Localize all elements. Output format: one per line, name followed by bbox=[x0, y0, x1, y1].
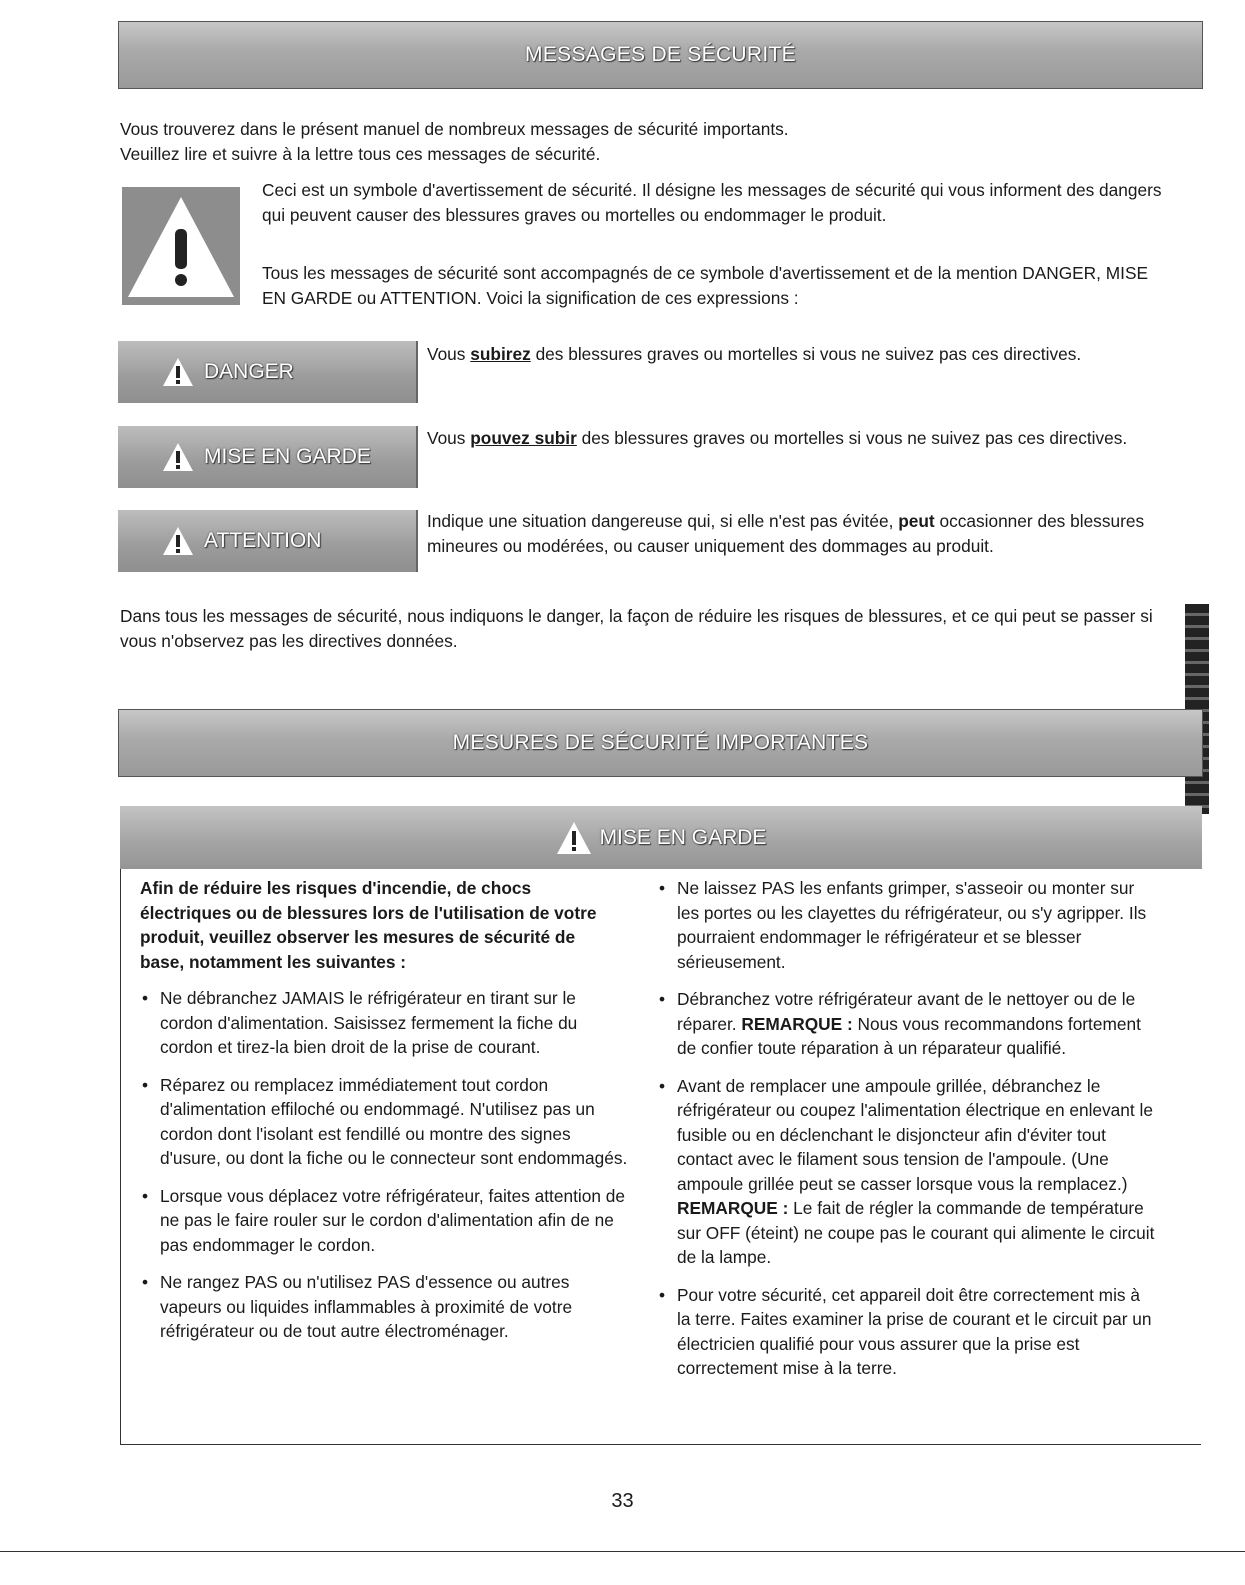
warning-box-lead: Afin de réduire les risques d'incendie, de chocs électriques ou de blessures lors de l'utilisation de votre produit, veuillez observer les mesures de sécurité de base, notamment les suivantes : bbox=[140, 878, 597, 972]
warning-box-title: MISE EN GARDE bbox=[599, 825, 767, 849]
warning-triangle-icon bbox=[162, 442, 194, 472]
list-item bbox=[140, 1184, 630, 1258]
list-item bbox=[657, 876, 1157, 974]
warning-box-header bbox=[120, 806, 1202, 869]
list-item-text: Lorsque vous déplacez votre réfrigérateur, faites attention de ne pas le faire rouler sur le cordon d'alimentation afin de ne pas endommager le cordon. bbox=[160, 1185, 625, 1255]
warning-definition bbox=[427, 426, 1167, 451]
bullet: • bbox=[142, 1272, 149, 1292]
list-item-text: Ne débranchez JAMAIS le réfrigérateur en tirant sur le cordon d'alimentation. Saisissez fermement la fiche du cordon et tirez-la bien droit de la prise de courant. bbox=[160, 988, 578, 1057]
warning-text-post: des blessures graves ou mortelles si vous ne suivez pas ces directives. bbox=[576, 428, 1128, 448]
warning-emphasis: pouvez subir bbox=[470, 428, 577, 448]
safety-alert-symbol bbox=[122, 187, 240, 305]
warning-box-left-column bbox=[140, 876, 630, 1357]
bullet: • bbox=[142, 1074, 149, 1095]
banner-title: MESURES DE SÉCURITÉ IMPORTANTES bbox=[452, 731, 869, 754]
danger-label bbox=[118, 341, 418, 403]
caution-text-pre: Indique une situation dangereuse qui, si elle n'est pas évitée, bbox=[427, 511, 899, 531]
caution-label bbox=[118, 510, 418, 572]
list-item bbox=[140, 1073, 630, 1171]
list-item bbox=[657, 987, 1157, 1061]
bullet: • bbox=[659, 989, 666, 1009]
list-item-text: Avant de remplacer une ampoule grillée, débranchez le réfrigérateur ou coupez l'alimentation électrique en enlevant le fusible ou en déclenchant le disjoncteur afin d'éviter tout contact avec le filament sous tension de l'ampoule. (Une ampoule grillée peut se casser lorsque vous la remplacez.) bbox=[677, 1075, 1153, 1194]
list-item bbox=[657, 1283, 1157, 1381]
banner-messages-securite bbox=[118, 21, 1203, 89]
bullet: • bbox=[659, 1075, 666, 1096]
bullet: • bbox=[659, 1284, 666, 1305]
banner-mesures-importantes bbox=[118, 709, 1203, 777]
bullet: • bbox=[659, 878, 666, 898]
warning-text-pre: Vous bbox=[427, 428, 471, 448]
remarque-label: REMARQUE : bbox=[741, 1013, 853, 1034]
danger-definition bbox=[427, 342, 1167, 367]
warning-triangle-icon bbox=[162, 357, 194, 387]
warning-triangle-icon bbox=[556, 821, 592, 855]
danger-title: DANGER bbox=[204, 360, 294, 383]
danger-text-post: des blessures graves ou mortelles si vous ne suivez pas ces directives. bbox=[530, 344, 1082, 364]
list-item bbox=[140, 986, 630, 1060]
caution-text-post: occasionner des blessures mineures ou modérées, ou causer uniquement des dommages au produit. bbox=[427, 511, 1145, 556]
list-item-text: Débranchez votre réfrigérateur avant de le nettoyer ou de le réparer. bbox=[677, 989, 1136, 1034]
danger-text-pre: Vous bbox=[427, 344, 471, 364]
bullet: • bbox=[142, 1185, 149, 1206]
bullet: • bbox=[142, 988, 149, 1008]
list-item-text: Le fait de régler la commande de température sur OFF (éteint) ne coupe pas le courant qui alimente le circuit de la lampe. bbox=[677, 1198, 1155, 1267]
warning-box-right-column bbox=[657, 876, 1157, 1394]
warning-label bbox=[118, 426, 418, 488]
list-item-text: Ne laissez PAS les enfants grimper, s'asseoir ou monter sur les portes ou les clayettes du réfrigérateur, ou s'y agripper. Ils pourraient endommager le réfrigérateur et se blesser sérieusement. bbox=[677, 878, 1147, 972]
page-number: 33 bbox=[611, 1490, 634, 1512]
warning-title: MISE EN GARDE bbox=[204, 445, 371, 468]
warning-triangle-icon bbox=[122, 187, 240, 305]
danger-emphasis: subirez bbox=[470, 344, 531, 364]
symbol-mentions: Tous les messages de sécurité sont accompagnés de ce symbole d'avertissement et de la mention DANGER, MISE EN GARDE ou ATTENTION. Voici la signification de ces expressions : bbox=[262, 263, 1149, 308]
summary-paragraph: Dans tous les messages de sécurité, nous indiquons le danger, la façon de réduire les risques de blessures, et ce qui peut se passer si vous n'observez pas les directives données. bbox=[120, 606, 1153, 651]
caution-emphasis: peut bbox=[898, 511, 935, 531]
remarque-label: REMARQUE : bbox=[677, 1198, 789, 1218]
symbol-description: Ceci est un symbole d'avertissement de sécurité. Il désigne les messages de sécurité qui vous informent des dangers qui peuvent causer des blessures graves ou mortelles ou endommager le produit. bbox=[262, 180, 1162, 225]
bottom-rule bbox=[0, 1551, 1245, 1552]
intro-line-1: Vous trouverez dans le présent manuel de nombreux messages de sécurité importants. bbox=[120, 119, 789, 139]
list-item-text: Pour votre sécurité, cet appareil doit être correctement mis à la terre. Faites examiner la prise de courant et le circuit par un électricien qualifié pour vous assurer que la prise est correctement mise à la terre. bbox=[677, 1284, 1152, 1378]
caution-title: ATTENTION bbox=[204, 529, 322, 552]
list-item-text: Nous vous recommandons fortement de confier toute réparation à un réparateur qualifié. bbox=[677, 1013, 1141, 1058]
warning-triangle-icon bbox=[162, 526, 194, 556]
list-item-text: Ne rangez PAS ou n'utilisez PAS d'essence ou autres vapeurs ou liquides inflammables à proximité de votre réfrigérateur ou de tout autre électroménager. bbox=[160, 1272, 573, 1341]
list-item bbox=[657, 1074, 1157, 1270]
list-item bbox=[140, 1270, 630, 1344]
intro-line-2: Veuillez lire et suivre à la lettre tous ces messages de sécurité. bbox=[120, 144, 601, 164]
banner-title: MESSAGES DE SÉCURITÉ bbox=[525, 43, 796, 66]
caution-definition bbox=[427, 509, 1147, 559]
list-item-text: Réparez ou remplacez immédiatement tout cordon d'alimentation effiloché ou endommagé. N'utilisez pas un cordon dont l'isolant est fendillé ou montre des signes d'usure, ou dont la fiche ou le connecteur sont endommagés. bbox=[160, 1074, 628, 1168]
